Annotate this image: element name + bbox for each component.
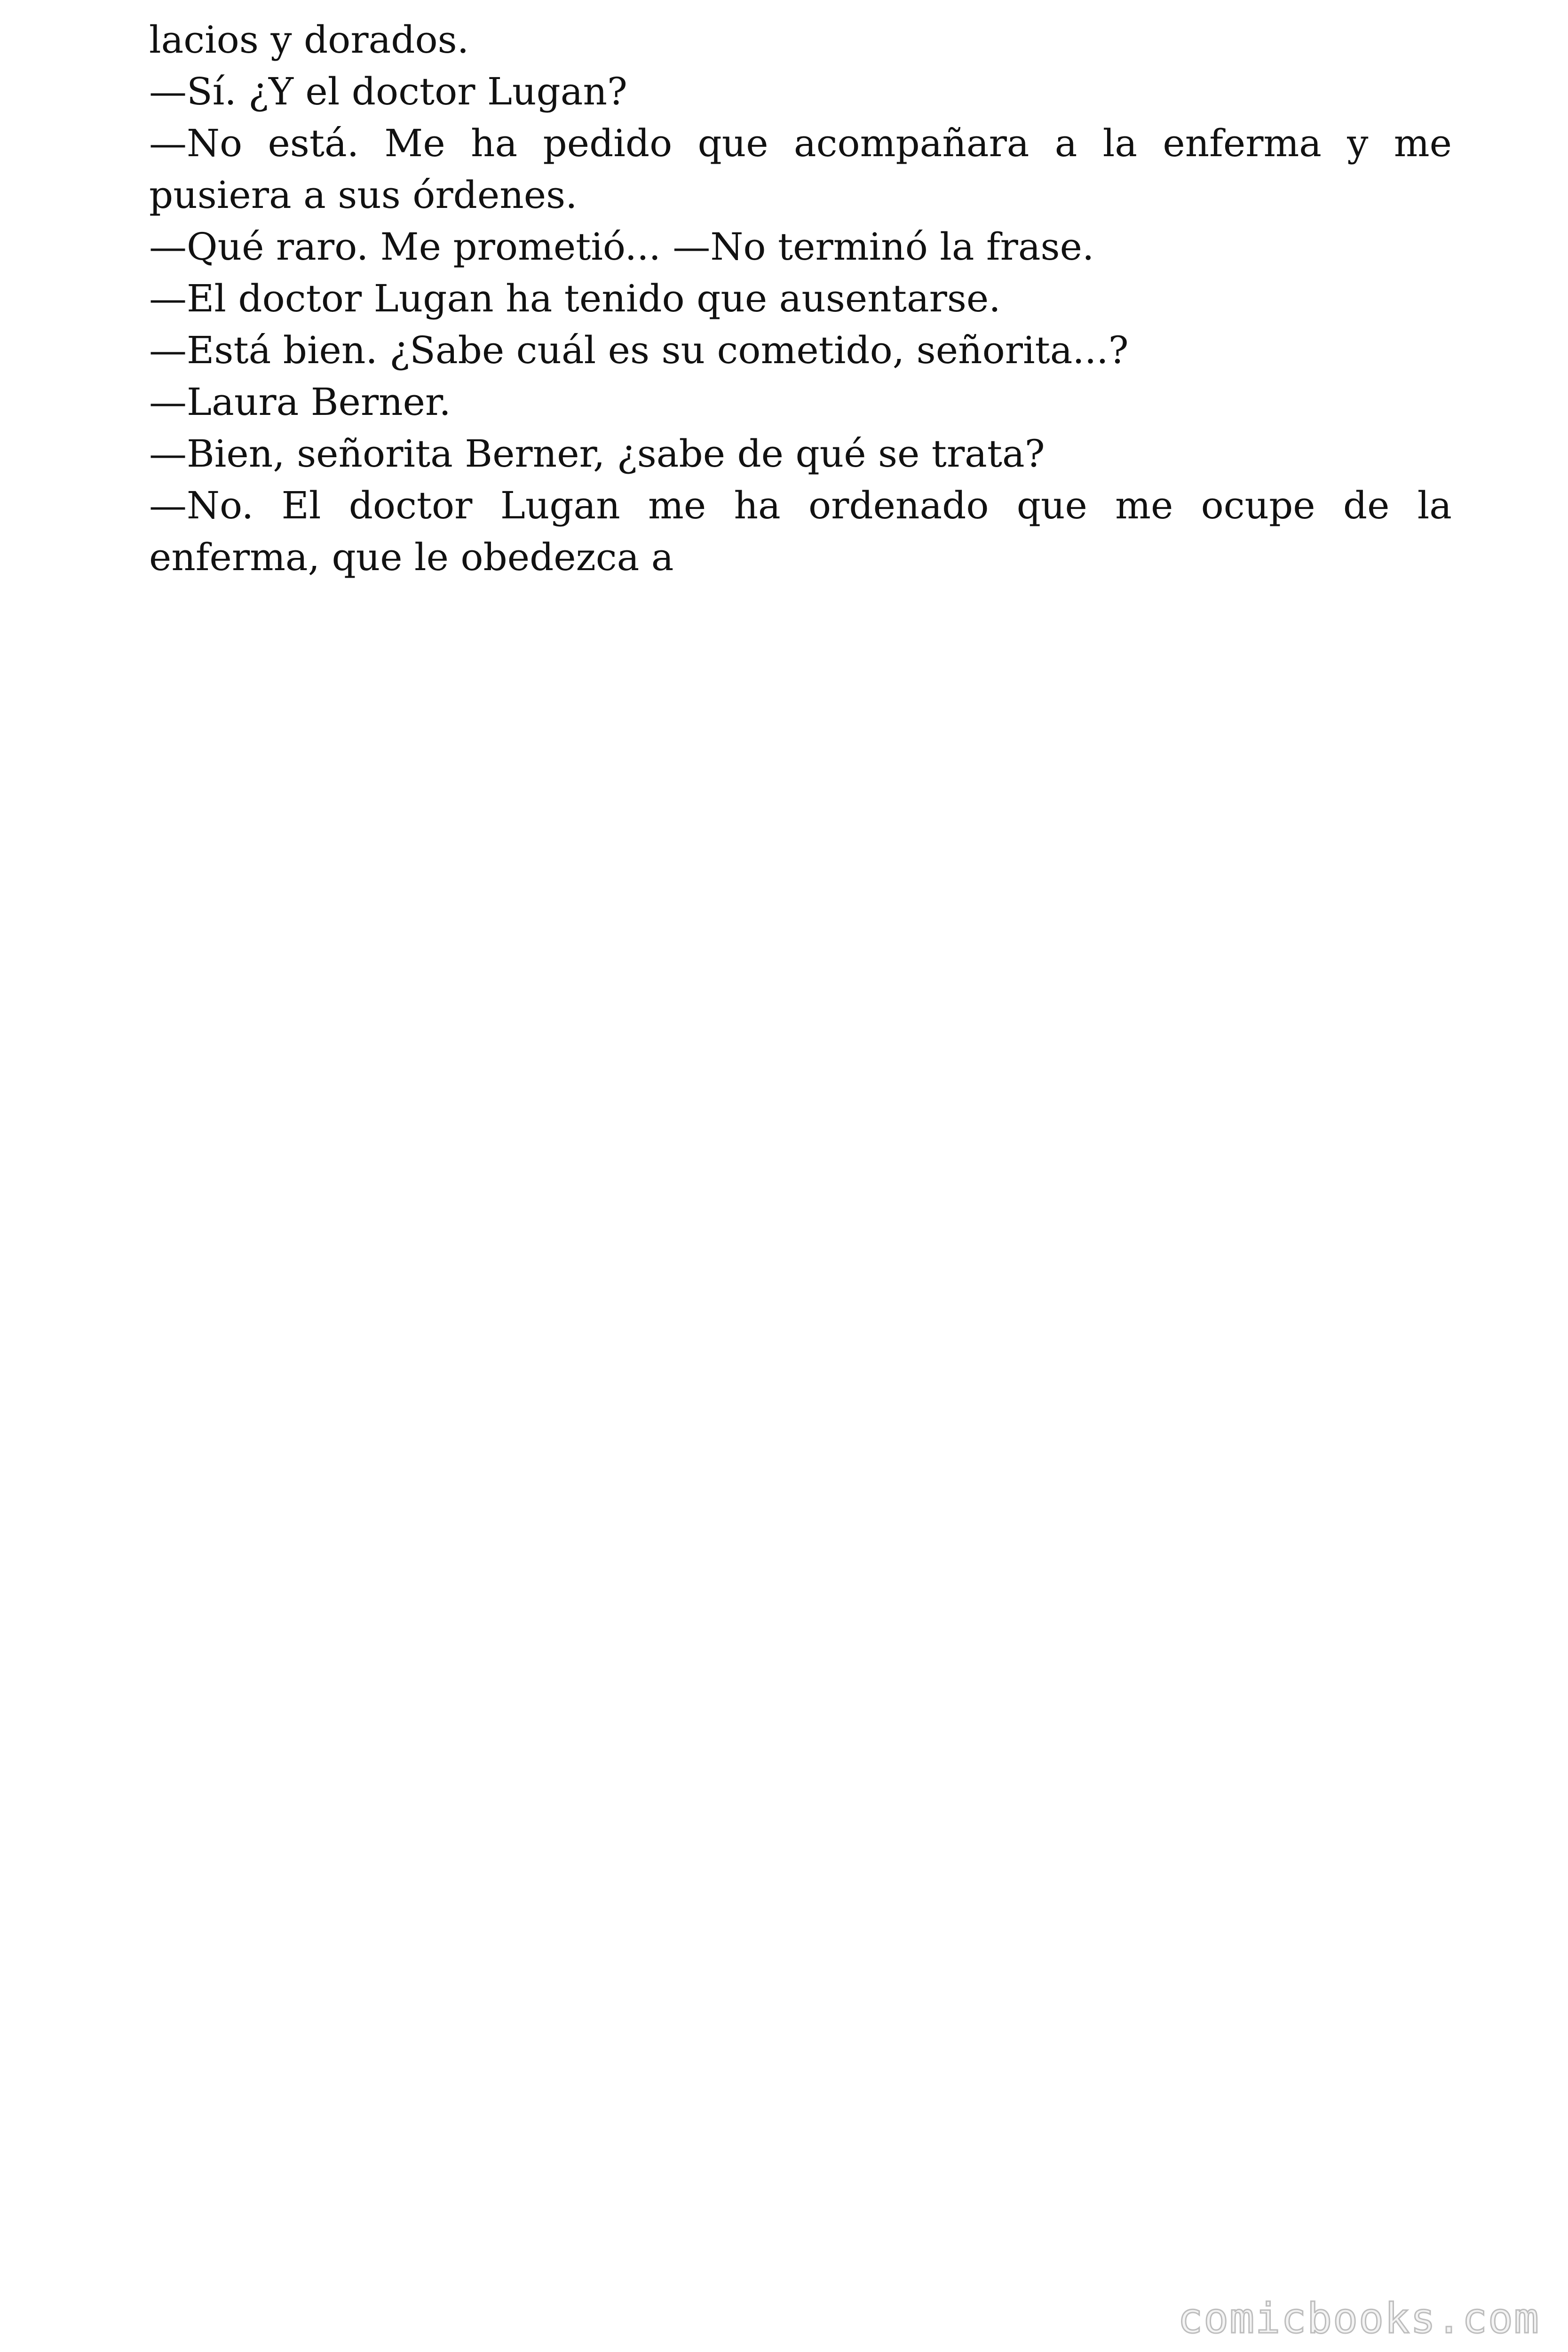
text-line: —Qué raro. Me prometió... —No terminó la frase. <box>149 225 1094 269</box>
watermark: comicbooks.com <box>1178 2294 1540 2343</box>
text-line: —Laura Berner. <box>149 380 451 424</box>
text-line: lacios y dorados. <box>149 18 469 62</box>
text-line: —Sí. ¿Y el doctor Lugan? <box>149 70 627 113</box>
text-paragraph: —No. El doctor Lugan me ha ordenado que me ocupe de la enferma, que le obedezca a <box>149 484 1452 579</box>
text-line: —El doctor Lugan ha tenido que ausentarse. <box>149 277 1001 320</box>
text-line: —Está bien. ¿Sabe cuál es su cometido, señorita...? <box>149 328 1129 372</box>
text-paragraph: —No está. Me ha pedido que acompañara a la enferma y me pusiera a sus órdenes. <box>149 121 1452 217</box>
body-text <box>149 14 1452 583</box>
text-line: —Bien, señorita Berner, ¿sabe de qué se trata? <box>149 432 1045 476</box>
